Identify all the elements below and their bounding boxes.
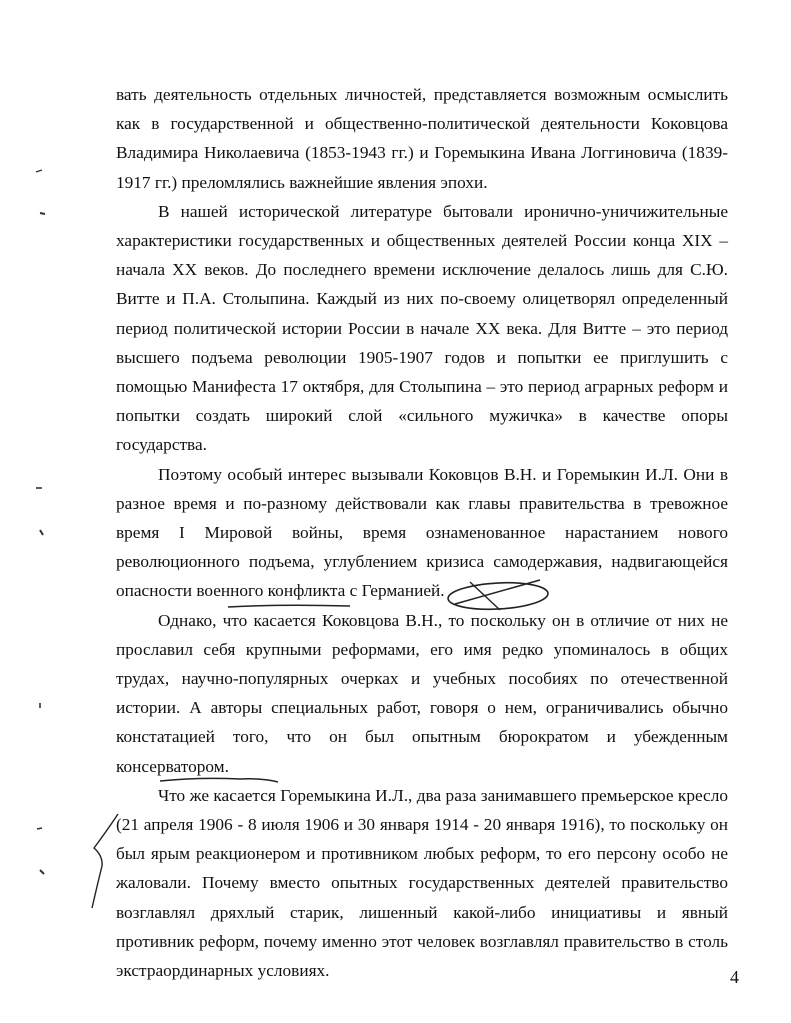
paragraph-3: Поэтому особый интерес вызывали Коковцов В.Н. и Горемыкин И.Л. Они в разное время и по-разному действовали как главы правительства в тревожное время I Мировой войны, время ознаменованное нарастанием нового революционного подъема, углублением кризиса самодержавия, надвигающейся опасности военного конфликта с Германией. — [116, 464, 728, 601]
page-number: 4 — [730, 967, 739, 987]
paragraph-1: вать деятельность отдельных личностей, представляется возможным осмыслить как в государственной и общественно-политической деятельности Коковцова Владимира Николаевича (1853-1943 гг.) и Горемыкина Ивана Логгиновича (1839-1917 гг.) преломлялись важнейшие явления эпохи. — [116, 85, 728, 192]
body-text — [116, 80, 728, 985]
paragraph-2: В нашей исторической литературе бытовали иронично-уничижительные характеристики государственных и общественных деятелей России конца XIX – начала XX веков. До последнего времени исключение делалось лишь для С.Ю. Витте и П.А. Столыпина. Каждый из них по-своему олицетворял определенный период политической истории России в начале XX века. Для Витте – это период высшего подъема революции 1905-1907 годов и попытки ее приглушить с помощью Манифеста 17 октября, для Столыпина – это период аграрных реформ и попытки создать широкий слой «сильного мужичка» в качестве опоры государства. — [116, 201, 728, 455]
margin-bracket-mark — [92, 814, 118, 908]
paragraph-4: Однако, что касается Коковцова В.Н., то поскольку он в отличие от них не прославил себя крупными реформами, его имя редко упоминалось в общих трудах, научно-популярных очерках и учебных пособиях по отечественной истории. А авторы специальных работ, говоря о нем, ограничивались обычно констатацией того, что он был опытным бюрократом и убежденным консерватором. — [116, 610, 728, 776]
margin-tick-2 — [40, 213, 45, 214]
margin-tick-1 — [36, 170, 42, 172]
margin-tick-6 — [37, 828, 42, 829]
margin-tick-7 — [40, 870, 44, 874]
paragraph-5: Что же касается Горемыкина И.Л., два раза занимавшего премьерское кресло (21 апреля 1906 - 8 июля 1906 и 30 января 1914 - 20 января 1916), то поскольку он был ярым реакционером и противником любых реформ, то его персону особо не жаловали. Почему вместо опытных государственных деятелей правительство возглавлял дряхлый старик, лишенный какой-либо инициативы и явный противник реформ, почему именно этот человек возглавлял правительство в столь экстраординарных условиях. — [116, 785, 728, 981]
margin-tick-4 — [40, 530, 43, 535]
